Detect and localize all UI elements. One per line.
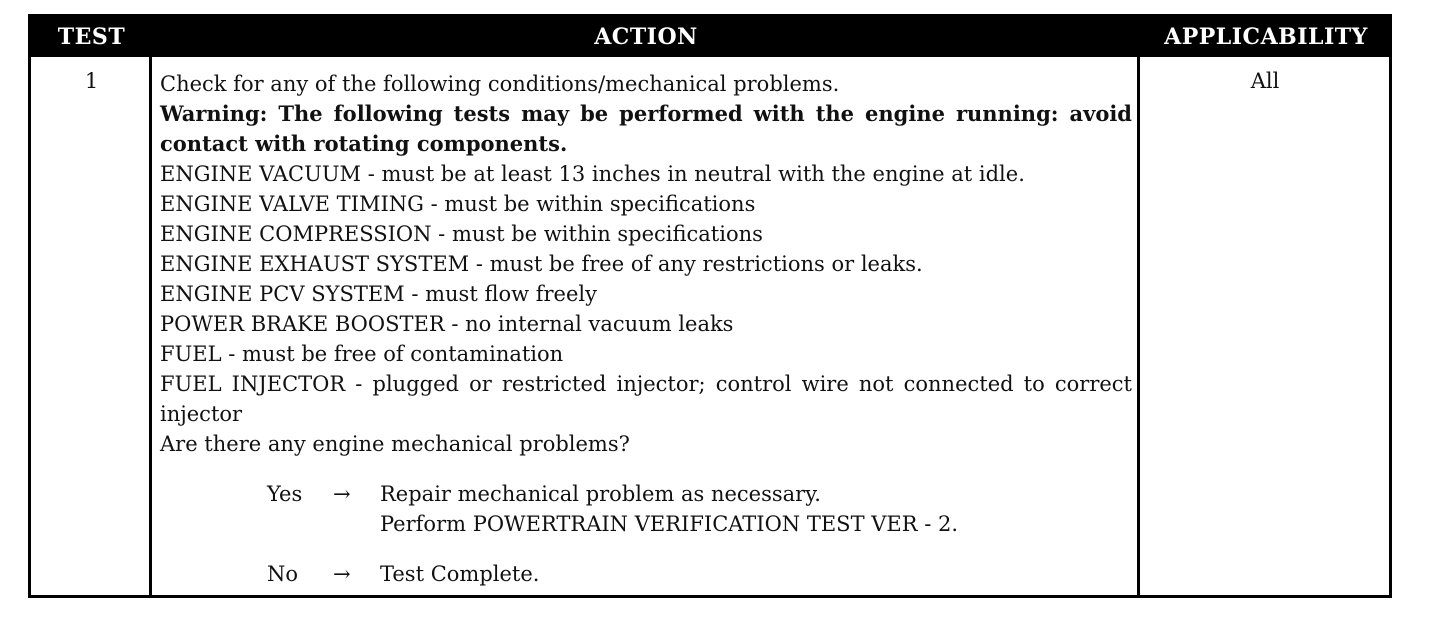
check-item: ENGINE COMPRESSION - must be within specifications xyxy=(160,222,763,246)
header-action: ACTION xyxy=(594,24,698,50)
diagnostic-table xyxy=(28,14,1392,598)
yes-action-line2: Perform POWERTRAIN VERIFICATION TEST VER - 2. xyxy=(380,512,959,536)
check-item: FUEL - must be free of contamination xyxy=(160,342,564,366)
column-divider-1 xyxy=(149,57,152,595)
check-item: POWER BRAKE BOOSTER - no internal vacuum leaks xyxy=(160,312,734,336)
table-header xyxy=(31,17,1389,57)
header-applicability: APPLICABILITY xyxy=(1164,24,1368,50)
intro-text: Check for any of the following conditions/mechanical problems. xyxy=(160,72,840,96)
no-response xyxy=(267,559,1132,589)
check-item: ENGINE EXHAUST SYSTEM - must be free of any restrictions or leaks. xyxy=(160,252,923,276)
column-divider-2 xyxy=(1137,57,1140,595)
check-item: ENGINE VACUUM - must be at least 13 inches in neutral with the engine at idle. xyxy=(160,162,1025,186)
no-action: Test Complete. xyxy=(380,562,540,586)
applicability-value: All xyxy=(1250,69,1280,93)
warning-text: Warning: The following tests may be performed with the engine running: avoid contact with rotating components. xyxy=(160,101,1132,156)
yes-action-line1: Repair mechanical problem as necessary. xyxy=(380,482,821,506)
right-arrow-icon: → xyxy=(333,482,351,506)
right-arrow-icon: → xyxy=(333,562,351,586)
yes-label: Yes xyxy=(267,482,303,506)
test-number: 1 xyxy=(84,69,99,93)
question-text: Are there any engine mechanical problems? xyxy=(160,432,630,456)
no-label: No xyxy=(267,562,299,586)
yes-response xyxy=(267,479,1132,539)
check-item: ENGINE PCV SYSTEM - must flow freely xyxy=(160,282,597,306)
action-cell xyxy=(160,69,1132,589)
header-test: TEST xyxy=(57,24,126,50)
check-item: ENGINE VALVE TIMING - must be within specifications xyxy=(160,192,756,216)
check-item: FUEL INJECTOR - plugged or restricted injector; control wire not connected to correct injector xyxy=(160,372,1132,426)
